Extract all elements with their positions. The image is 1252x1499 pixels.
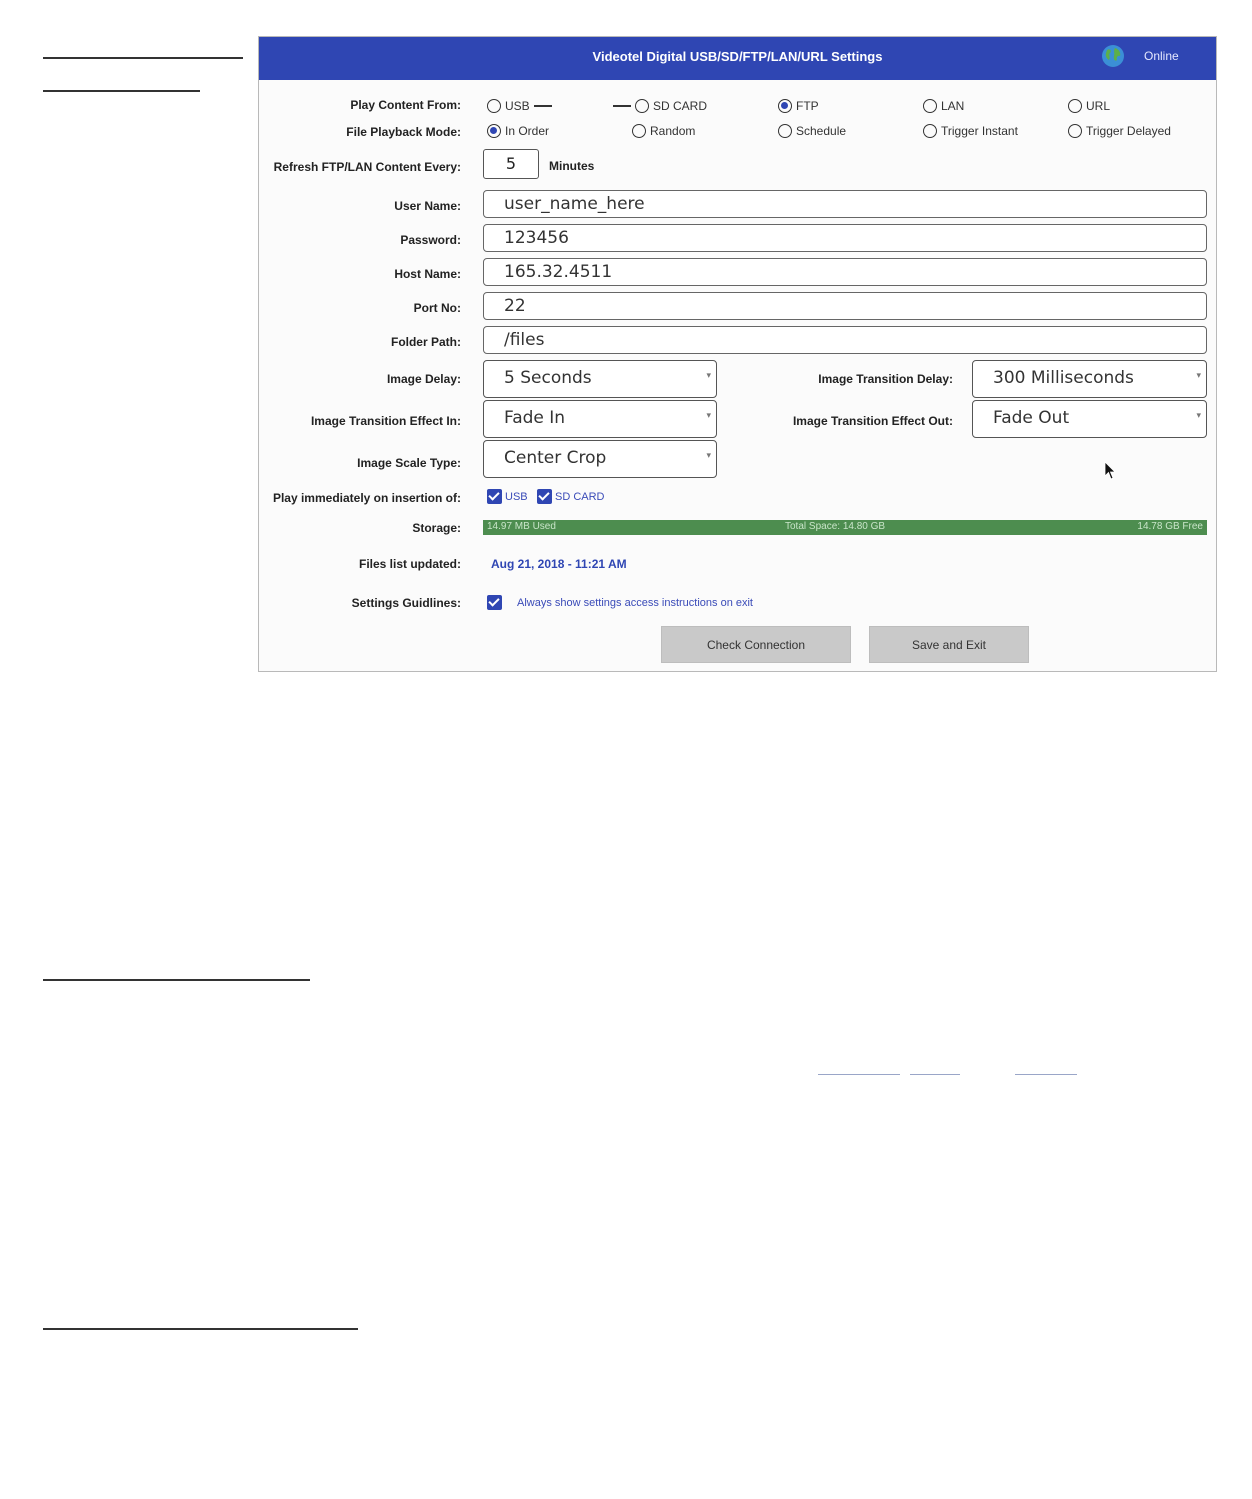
- scale-type-label: Image Scale Type:: [357, 456, 461, 470]
- checkbox-checked-icon: [487, 489, 502, 504]
- playback-mode-label: File Playback Mode:: [346, 125, 461, 139]
- radio-ftp[interactable]: [778, 99, 819, 113]
- files-list-date: Aug 21, 2018 - 11:21 AM: [491, 557, 627, 571]
- radio-lan[interactable]: [923, 99, 964, 113]
- page-rule-5: [910, 1074, 960, 1075]
- files-list-label: Files list updated:: [358, 557, 461, 571]
- effect-in-label: Image Transition Effect In:: [310, 414, 461, 428]
- radio-dot-selected: [487, 124, 501, 138]
- radio-label: Trigger Delayed: [1086, 124, 1171, 138]
- chevron-down-icon: ▾: [706, 451, 711, 461]
- password-label: Password:: [400, 233, 461, 247]
- title-bar: [259, 37, 1216, 80]
- chevron-down-icon: ▾: [706, 371, 711, 381]
- radio-trigger-instant[interactable]: [923, 124, 1018, 138]
- connection-status: Online: [1144, 49, 1179, 63]
- radio-label: In Order: [505, 124, 550, 138]
- refresh-label: Refresh FTP/LAN Content Every:: [273, 160, 461, 174]
- select-value: Fade In: [504, 408, 566, 428]
- radio-schedule[interactable]: [778, 124, 846, 138]
- mouse-cursor-icon: [1104, 461, 1118, 481]
- checkbox-label: Always show settings access instructions on exit: [517, 596, 753, 609]
- checkbox-checked-icon: [487, 595, 502, 610]
- guidelines-label: Settings Guidlines:: [351, 596, 461, 610]
- checkbox-label: USB: [505, 490, 528, 503]
- port-input[interactable]: 22: [483, 292, 1207, 320]
- storage-label: Storage:: [412, 521, 461, 535]
- storage-total: Total Space: 14.80 GB: [785, 521, 886, 532]
- refresh-minutes-input[interactable]: 5: [483, 149, 539, 179]
- radio-dot: [1068, 99, 1082, 113]
- user-name-input[interactable]: user_name_here: [483, 190, 1207, 218]
- chevron-down-icon: ▾: [706, 411, 711, 421]
- checkbox-usb[interactable]: [487, 489, 528, 504]
- radio-dot: [923, 99, 937, 113]
- radio-dot: [487, 99, 501, 113]
- page-rule-1: [43, 57, 243, 59]
- radio-dot: [632, 124, 646, 138]
- chevron-down-icon: ▾: [1196, 411, 1201, 421]
- radio-label: URL: [1086, 99, 1111, 113]
- effect-out-select[interactable]: [972, 400, 1207, 438]
- radio-random[interactable]: [632, 124, 695, 138]
- radio-dot-selected: [778, 99, 792, 113]
- storage-bar: [483, 520, 1207, 535]
- guidelines-checkbox[interactable]: [487, 595, 753, 610]
- effect-out-label: Image Transition Effect Out:: [792, 414, 953, 428]
- radio-in-order[interactable]: [487, 124, 549, 138]
- select-value: 5 Seconds: [504, 368, 592, 388]
- chevron-down-icon: ▾: [1196, 371, 1201, 381]
- radio-dot: [778, 124, 792, 138]
- transition-delay-select[interactable]: [972, 360, 1207, 398]
- page-rule-2: [43, 90, 200, 92]
- radio-trigger-delayed[interactable]: [1068, 124, 1171, 138]
- host-name-input[interactable]: 165.32.4511: [483, 258, 1207, 286]
- checkbox-checked-icon: [537, 489, 552, 504]
- radio-label: LAN: [941, 99, 965, 113]
- port-label: Port No:: [413, 301, 461, 315]
- radio-label: Random: [650, 124, 696, 138]
- transition-delay-label: Image Transition Delay:: [818, 372, 953, 386]
- radio-dot: [923, 124, 937, 138]
- checkbox-label: SD CARD: [555, 490, 605, 503]
- check-connection-button[interactable]: Check Connection: [661, 626, 851, 663]
- user-name-label: User Name:: [394, 199, 461, 213]
- scale-type-select[interactable]: [483, 440, 717, 478]
- save-exit-button[interactable]: Save and Exit: [869, 626, 1029, 663]
- image-delay-label: Image Delay:: [386, 372, 461, 386]
- radio-label: SD CARD: [653, 99, 708, 113]
- radio-dot: [635, 99, 649, 113]
- image-delay-select[interactable]: [483, 360, 717, 398]
- effect-in-select[interactable]: [483, 400, 717, 438]
- select-value: Center Crop: [504, 448, 607, 468]
- window-title: Videotel Digital USB/SD/FTP/LAN/URL Settings: [592, 49, 883, 64]
- radio-label: Trigger Instant: [941, 124, 1018, 138]
- host-name-label: Host Name:: [394, 267, 461, 281]
- checkbox-sd-card[interactable]: [537, 489, 605, 504]
- radio-label: Schedule: [796, 124, 847, 138]
- radio-dot: [1068, 124, 1082, 138]
- password-input[interactable]: 123456: [483, 224, 1207, 252]
- page-rule-7: [43, 1328, 358, 1330]
- folder-path-input[interactable]: /files: [483, 326, 1207, 354]
- storage-free: 14.78 GB Free: [1137, 521, 1203, 532]
- radio-url[interactable]: [1068, 99, 1110, 113]
- settings-panel: [258, 36, 1217, 672]
- page-rule-6: [1015, 1074, 1077, 1075]
- play-immediately-label: Play immediately on insertion of:: [272, 491, 461, 505]
- page-rule-3: [43, 979, 310, 981]
- globe-icon: [1101, 44, 1125, 68]
- play-content-label: Play Content From:: [350, 98, 461, 112]
- storage-used: 14.97 MB Used: [487, 521, 556, 532]
- select-value: Fade Out: [993, 408, 1070, 428]
- refresh-unit: Minutes: [549, 159, 595, 173]
- radio-label: FTP: [796, 99, 819, 113]
- dash-line: [534, 105, 552, 107]
- radio-sd-card[interactable]: [609, 99, 707, 113]
- dash-line: [613, 105, 631, 107]
- select-value: 300 Milliseconds: [993, 368, 1134, 388]
- radio-usb[interactable]: [487, 99, 556, 113]
- radio-label: USB: [505, 99, 530, 113]
- folder-path-label: Folder Path:: [390, 335, 461, 349]
- page-rule-4: [818, 1074, 900, 1075]
